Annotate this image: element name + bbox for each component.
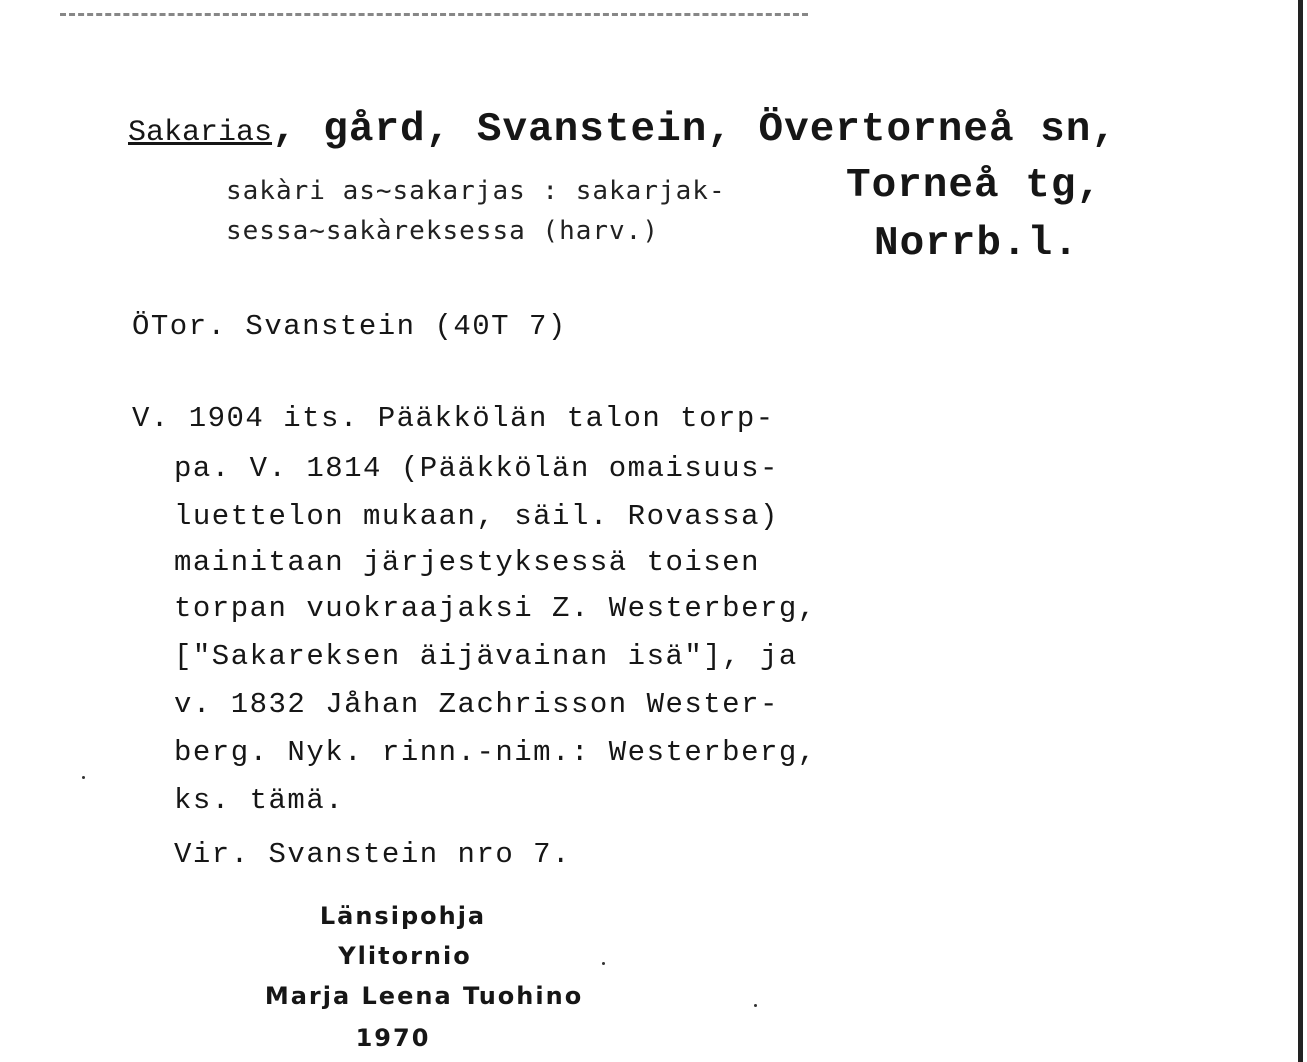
body-line: ks. tämä. xyxy=(174,784,345,817)
body-line: ["Sakareksen äijävainan isä"], ja xyxy=(174,640,798,673)
stamp-collector: Marja Leena Tuohino xyxy=(264,982,584,1010)
top-rule xyxy=(60,13,808,16)
heading-line-1 xyxy=(128,107,1117,153)
heading-line-2: Torneå tg, xyxy=(846,163,1103,209)
body-line: torpan vuokraajaksi Z. Westerberg, xyxy=(174,592,817,625)
scan-speck xyxy=(754,1004,757,1007)
phonetic-line-2: sessa~sakàreksessa (harv.) xyxy=(226,216,659,246)
stamp-region: Länsipohja xyxy=(319,902,487,930)
body-line: V. 1904 its. Pääkkölän talon torp- xyxy=(132,402,775,435)
scan-speck xyxy=(82,776,85,779)
body-line: pa. V. 1814 (Pääkkölän omaisuus- xyxy=(174,452,779,485)
stamp-year: 1970 xyxy=(355,1024,431,1052)
heading-rest-1: , gård, Svanstein, Övertorneå sn, xyxy=(272,107,1117,153)
body-line: mainitaan järjestyksessä toisen xyxy=(174,546,760,579)
reference-line: Vir. Svanstein nro 7. xyxy=(174,838,571,871)
scan-speck xyxy=(602,962,605,965)
heading-line-3: Norrb.l. xyxy=(874,221,1079,267)
source-line: ÖTor. Svanstein (40T 7) xyxy=(132,310,567,343)
heading-name: Sakarias xyxy=(128,116,273,150)
card-edge xyxy=(1298,0,1303,1062)
phonetic-line-1: sakàri as~sakarjas : sakarjak- xyxy=(226,176,726,206)
body-line: v. 1832 Jåhan Zachrisson Wester- xyxy=(174,688,779,721)
body-line: luettelon mukaan, säil. Rovassa) xyxy=(174,500,779,533)
stamp-parish: Ylitornio xyxy=(338,942,472,970)
body-line: berg. Nyk. rinn.-nim.: Westerberg, xyxy=(174,736,817,769)
